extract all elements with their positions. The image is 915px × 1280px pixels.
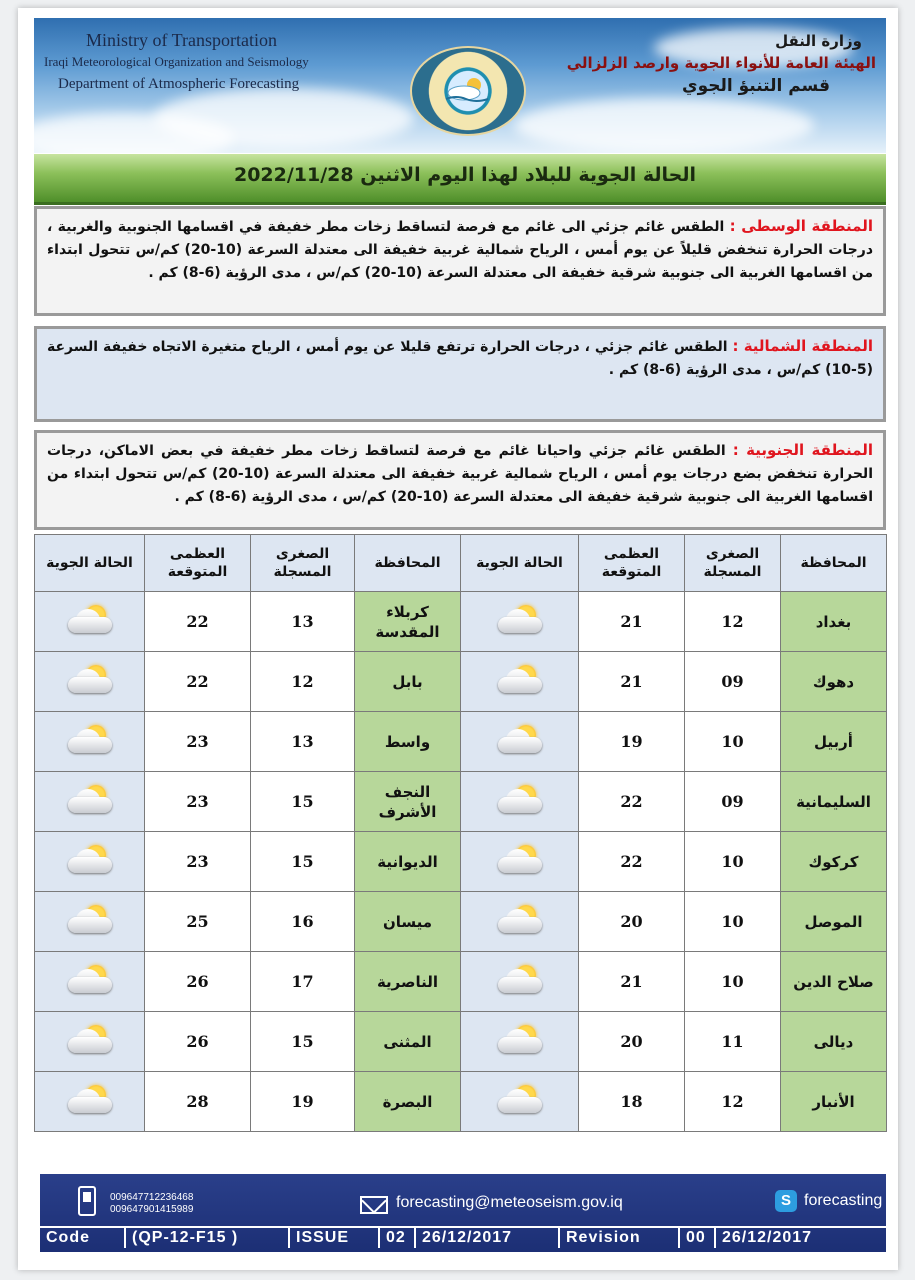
revision-label: Revision — [560, 1228, 680, 1248]
partly-cloudy-icon — [494, 603, 546, 637]
weather-cell — [35, 832, 145, 892]
table-row — [35, 892, 887, 952]
min-temp: 12 — [685, 592, 781, 652]
province-name: كركوك — [781, 832, 887, 892]
bulletin-title: الحالة الجوية للبلاد لهذا اليوم الاثنين 2022/11/28 — [233, 164, 696, 186]
revision-number: 00 — [680, 1228, 716, 1248]
partly-cloudy-icon — [494, 963, 546, 997]
weather-cell — [461, 1072, 579, 1132]
header-max: العظمى المتوقعة — [145, 535, 251, 592]
province-name: كربلاء المقدسة — [355, 592, 461, 652]
cloudy-icon — [64, 903, 116, 937]
partly-cloudy-icon — [64, 783, 116, 817]
header-min: الصغرى المسجلة — [685, 535, 781, 592]
min-temp: 10 — [685, 892, 781, 952]
revision-date: 26/12/2017 — [722, 1229, 813, 1246]
min-temp: 11 — [685, 1012, 781, 1072]
max-temp: 19 — [579, 712, 685, 772]
weather-cell — [461, 772, 579, 832]
max-temp: 22 — [145, 652, 251, 712]
partly-cloudy-icon — [64, 723, 116, 757]
partly-cloudy-icon — [64, 663, 116, 697]
province-name: الديوانية — [355, 832, 461, 892]
partly-cloudy-icon — [494, 723, 546, 757]
partly-cloudy-icon — [494, 843, 546, 877]
department-name-en: Department of Atmospheric Forecasting — [58, 76, 300, 92]
weather-cell — [35, 652, 145, 712]
weather-cell — [35, 1072, 145, 1132]
min-temp: 13 — [251, 592, 355, 652]
mail-icon — [360, 1196, 388, 1214]
min-temp: 13 — [251, 712, 355, 772]
partly-cloudy-icon — [494, 663, 546, 697]
province-name: الأنبار — [781, 1072, 887, 1132]
min-temp: 17 — [251, 952, 355, 1012]
weather-cell — [461, 892, 579, 952]
min-temp: 09 — [685, 772, 781, 832]
cloudy-icon — [64, 1023, 116, 1057]
header-weather: الحالة الجوية — [35, 535, 145, 592]
phone-numbers — [110, 1192, 193, 1216]
max-temp: 23 — [145, 832, 251, 892]
weather-cell — [35, 1012, 145, 1072]
region-north-name: المنطقة الشمالية : — [732, 337, 873, 355]
header-weather: الحالة الجوية — [461, 535, 579, 592]
skype-icon: S — [775, 1190, 797, 1212]
max-temp: 22 — [145, 592, 251, 652]
phone-icon — [78, 1186, 96, 1216]
header-min: الصغرى المسجلة — [251, 535, 355, 592]
min-temp: 10 — [685, 832, 781, 892]
bulletin-title-bar — [34, 154, 886, 205]
code-value: (QP-12-F15 ) — [126, 1228, 290, 1248]
min-temp: 10 — [685, 952, 781, 1012]
partly-cloudy-icon — [494, 783, 546, 817]
weather-cell — [35, 712, 145, 772]
phone-number-2: 009647901415989 — [110, 1204, 194, 1215]
issue-number: 02 — [380, 1228, 416, 1248]
weather-cell — [461, 712, 579, 772]
weather-cell — [461, 592, 579, 652]
weather-cell — [461, 1012, 579, 1072]
ministry-name-en: Ministry of Transportation — [86, 30, 278, 50]
partly-cloudy-icon — [64, 603, 116, 637]
table-row — [35, 1072, 887, 1132]
phone-number-1: 009647712236468 — [110, 1192, 194, 1203]
min-temp: 12 — [251, 652, 355, 712]
region-middle-text: الطقس غائم جزئي الى غائم مع فرصة لتساقط زخات مطر خفيفة في اقسامها الجنوبية والغربية ، درجات الحرارة تنخفض قليلاً عن يوم أمس ، الرياح شمالية غربية خفيفة الى معتدلة السرعة (10-20) كم/س تتحول ابتداء من اقسامها الغربية الى جنوبية شرقية خفيفة الى معتدلة السرعة (10-20) كم/س ، مدى الرؤية (6-8) كم . — [47, 219, 873, 281]
region-middle — [34, 206, 886, 316]
max-temp: 23 — [145, 772, 251, 832]
province-name: الناصرية — [355, 952, 461, 1012]
max-temp: 21 — [579, 652, 685, 712]
max-temp: 25 — [145, 892, 251, 952]
max-temp: 21 — [579, 952, 685, 1012]
skype-handle[interactable]: forecasting — [804, 1192, 883, 1209]
min-temp: 12 — [685, 1072, 781, 1132]
table-row — [35, 952, 887, 1012]
email-link[interactable]: forecasting@meteoseism.gov.iq — [396, 1194, 623, 1211]
weather-cell — [35, 952, 145, 1012]
max-temp: 20 — [579, 892, 685, 952]
organization-name-ar: الهيئة العامة للأنواء الجوية وارصد الزلزالي — [566, 54, 876, 72]
organization-name-en: Iraqi Meteorological Organization and Seismology — [44, 54, 309, 69]
region-south-name: المنطقة الجنوبية : — [732, 441, 873, 459]
issue-label: ISSUE — [290, 1228, 380, 1248]
min-temp: 09 — [685, 652, 781, 712]
issue-date: 26/12/2017 — [416, 1228, 560, 1248]
cloudy-icon — [64, 963, 116, 997]
province-name: النجف الأشرف — [355, 772, 461, 832]
weather-cell — [461, 832, 579, 892]
province-name: بابل — [355, 652, 461, 712]
min-temp: 15 — [251, 832, 355, 892]
max-temp: 18 — [579, 1072, 685, 1132]
code-label: Code — [40, 1228, 126, 1248]
department-name-ar: قسم التنبؤ الجوي — [682, 76, 830, 96]
cloudy-icon — [64, 1083, 116, 1117]
bulletin-page — [18, 8, 898, 1270]
table-row — [35, 1012, 887, 1072]
ministry-name-ar: وزارة النقل — [775, 32, 862, 50]
province-name: ميسان — [355, 892, 461, 952]
province-name: ديالى — [781, 1012, 887, 1072]
forecast-table — [34, 534, 887, 1132]
weather-cell — [35, 892, 145, 952]
max-temp: 26 — [145, 1012, 251, 1072]
partly-cloudy-icon — [494, 1023, 546, 1057]
document-code-bar — [40, 1226, 886, 1248]
organization-logo — [410, 46, 526, 136]
footer-bar — [40, 1174, 886, 1252]
region-middle-name: المنطقة الوسطى : — [729, 217, 873, 235]
max-temp: 22 — [579, 772, 685, 832]
partly-cloudy-icon — [64, 843, 116, 877]
province-name: المثنى — [355, 1012, 461, 1072]
max-temp: 22 — [579, 832, 685, 892]
table-row — [35, 712, 887, 772]
province-name: البصرة — [355, 1072, 461, 1132]
province-name: أربيل — [781, 712, 887, 772]
province-name: الموصل — [781, 892, 887, 952]
max-temp: 20 — [579, 1012, 685, 1072]
weather-cell — [35, 592, 145, 652]
partly-cloudy-icon — [494, 1083, 546, 1117]
region-south — [34, 430, 886, 530]
max-temp: 26 — [145, 952, 251, 1012]
weather-cell — [461, 952, 579, 1012]
region-south-text: الطقس غائم جزئي واحيانا غائم مع فرصة لتساقط زخات مطر خفيفة في بعض الاماكن، درجات الحرارة تنخفض بضع درجات يوم أمس ، الرياح شمالية غربية خفيفة الى معتدلة السرعة (10-20) كم/س تتحول ابتداء من اقسامها الغربية الى جنوبية شرقية خفيفة الى معتدلة السرعة (10-20) كم/س ، مدى الرؤية (6-8) كم . — [47, 443, 873, 505]
weather-cell — [461, 652, 579, 712]
region-north — [34, 326, 886, 422]
header-banner — [34, 18, 886, 153]
logo-cloud-icon — [444, 76, 490, 102]
province-name: السليمانية — [781, 772, 887, 832]
header-province: المحافظة — [355, 535, 461, 592]
table-header-row — [35, 535, 887, 592]
province-name: واسط — [355, 712, 461, 772]
table-row — [35, 832, 887, 892]
table-row — [35, 772, 887, 832]
max-temp: 28 — [145, 1072, 251, 1132]
min-temp: 15 — [251, 772, 355, 832]
min-temp: 10 — [685, 712, 781, 772]
min-temp: 15 — [251, 1012, 355, 1072]
table-row — [35, 652, 887, 712]
province-name: دهوك — [781, 652, 887, 712]
max-temp: 23 — [145, 712, 251, 772]
min-temp: 16 — [251, 892, 355, 952]
header-province: المحافظة — [781, 535, 887, 592]
partly-cloudy-icon — [494, 903, 546, 937]
table-row — [35, 592, 887, 652]
max-temp: 21 — [579, 592, 685, 652]
header-max: العظمى المتوقعة — [579, 535, 685, 592]
province-name: بغداد — [781, 592, 887, 652]
weather-cell — [35, 772, 145, 832]
province-name: صلاح الدين — [781, 952, 887, 1012]
region-north-text: الطقس غائم جزئي ، درجات الحرارة ترتفع قليلا عن يوم أمس ، الرياح متغيرة الاتجاه خفيفة السرعة (5-10) كم/س ، مدى الرؤية (6-8) كم . — [47, 339, 873, 378]
min-temp: 19 — [251, 1072, 355, 1132]
